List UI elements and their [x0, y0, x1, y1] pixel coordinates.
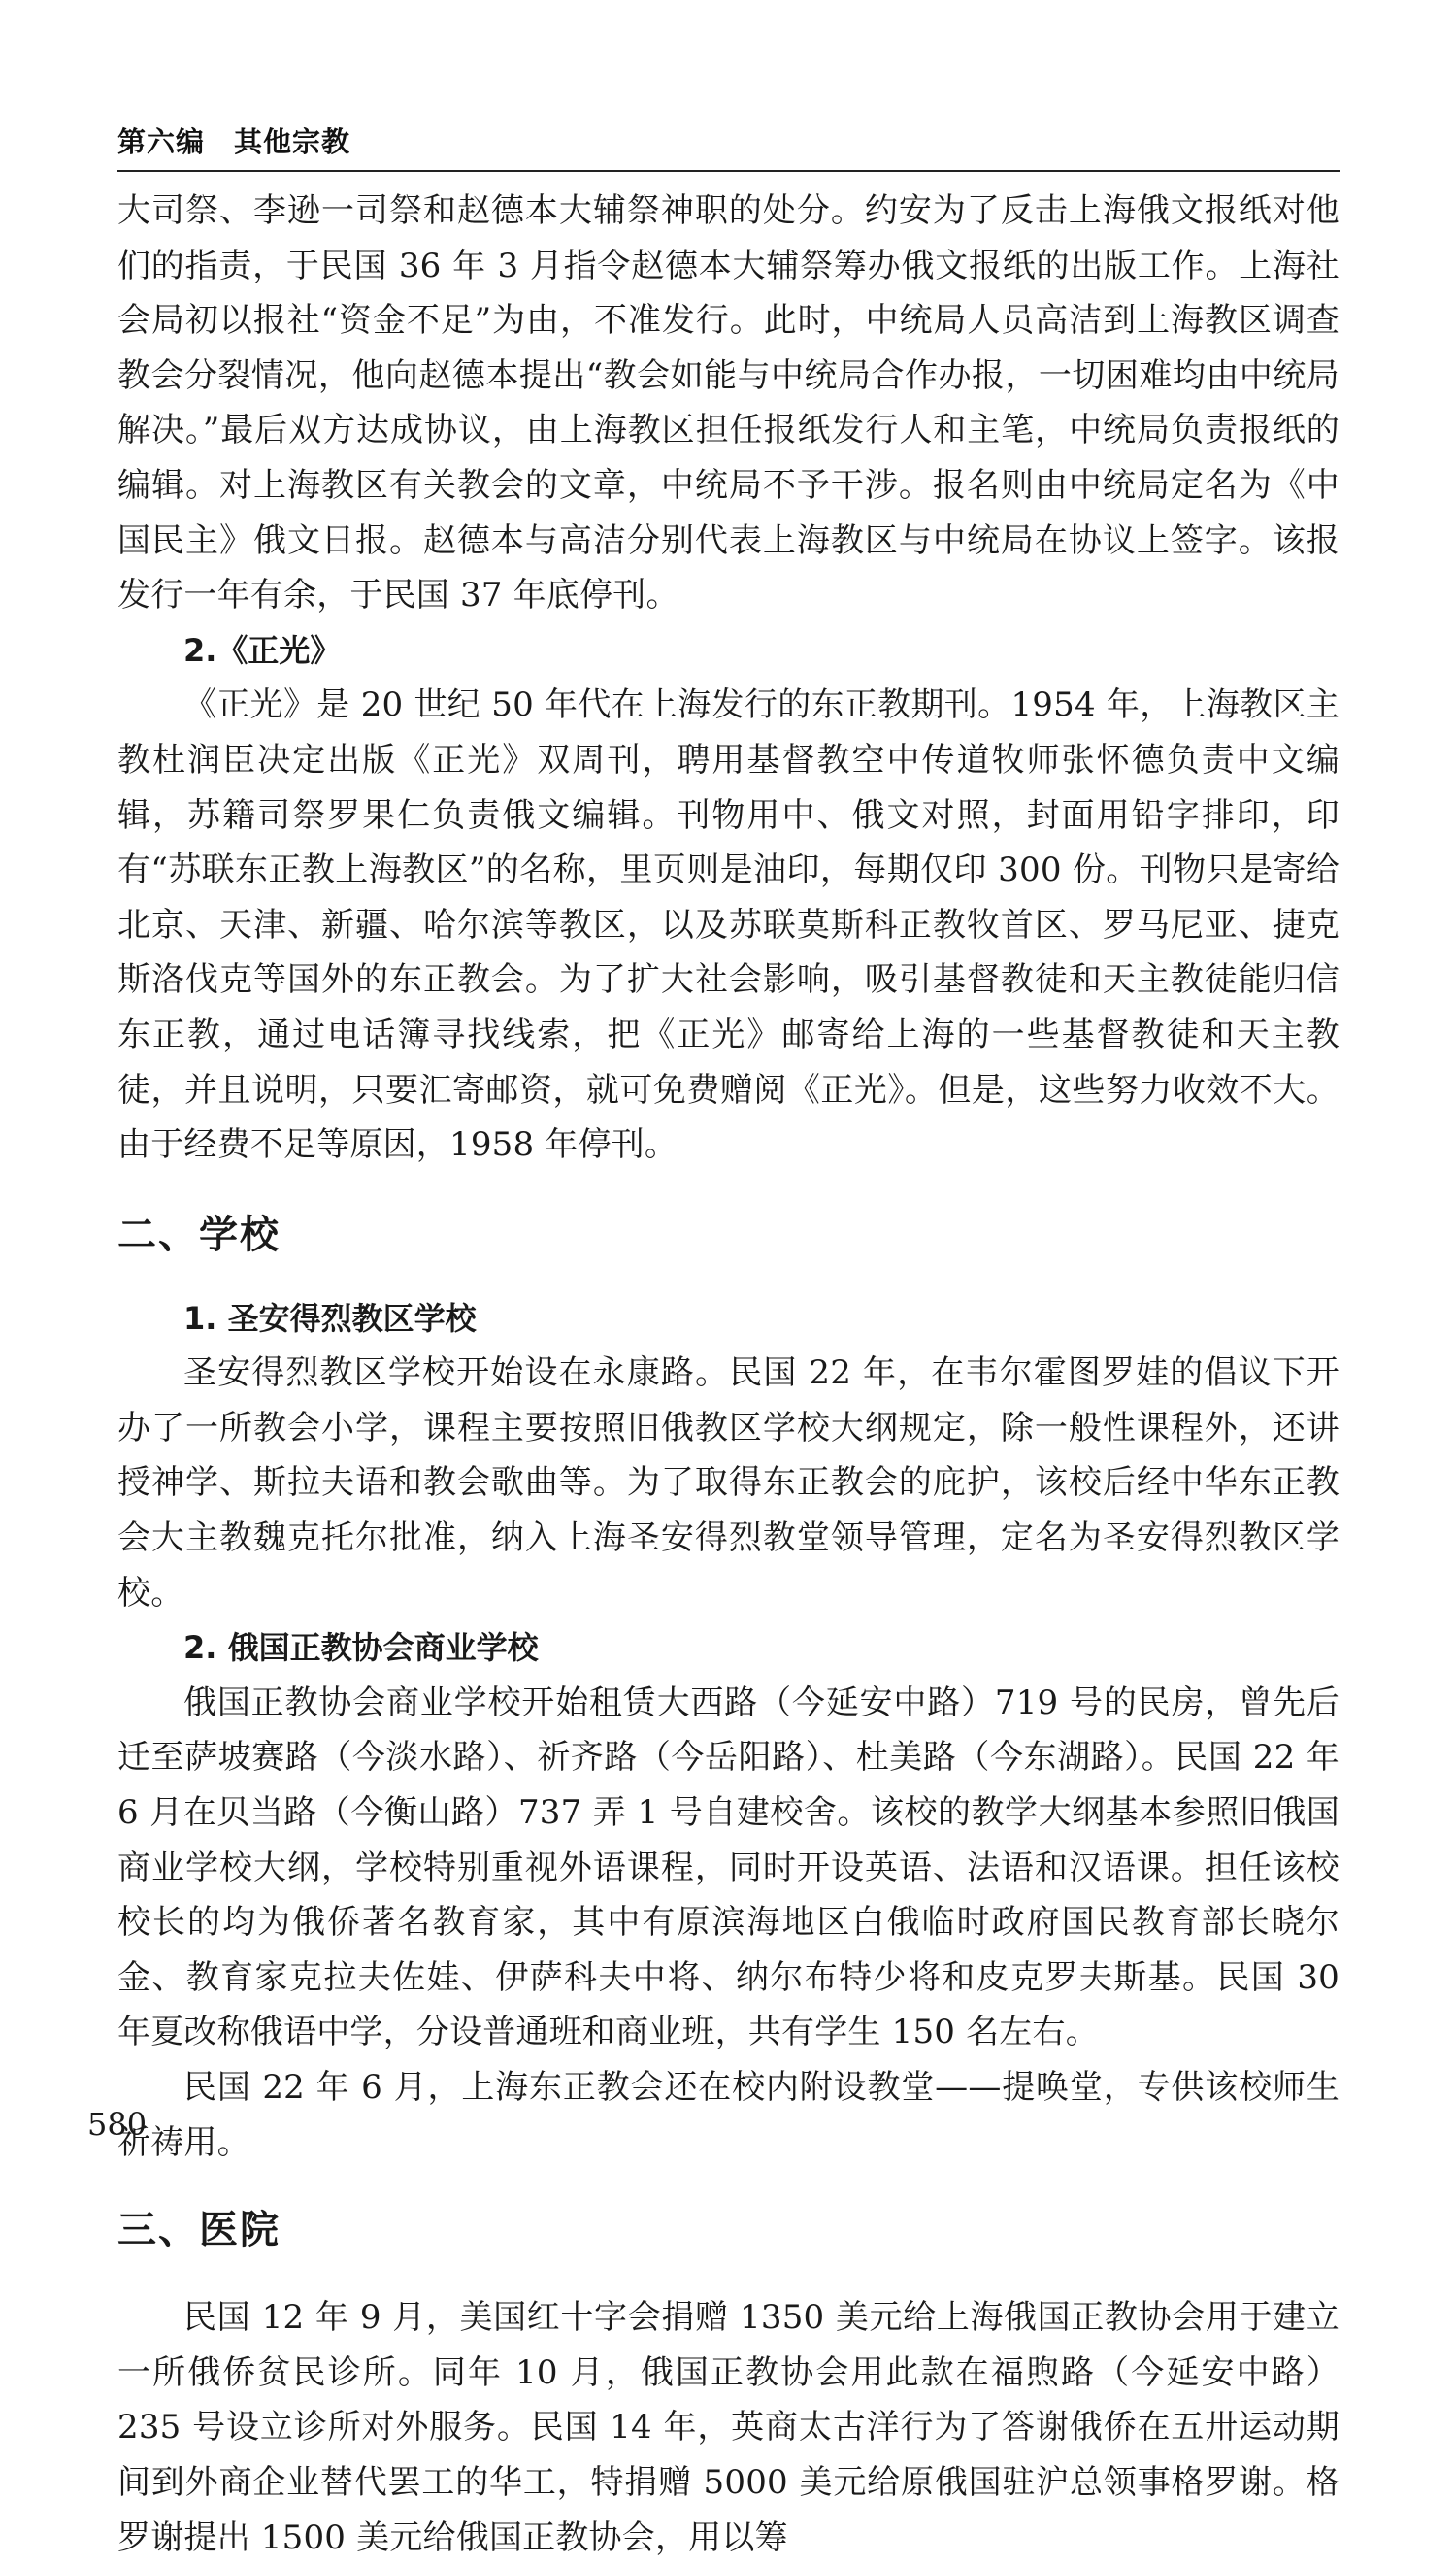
subheading-school-1: 1. 圣安得烈教区学校 — [183, 1299, 477, 1337]
part-label: 第六编 — [117, 125, 206, 158]
section-heading-schools: 二、学校 — [117, 1212, 281, 1257]
paragraph-school-2b: 民国 22 年 6 月，上海东正教会还在校内附设教堂——提唤堂，专供该校师生祈祷用。 — [117, 2068, 1340, 2162]
paragraph-school-1: 圣安得烈教区学校开始设在永康路。民国 22 年，在韦尔霍图罗娃的倡议下开办了一所教会小学，课程主要按照旧俄教区学校大纲规定，除一般性课程外，还讲授神学、斯拉夫语和教会歌曲等。为了取得东正教会的庇护，该校后经中华东正教会大主教魏克托尔批准，纳入上海圣安得烈教堂领导管理，定名为圣安得烈教区学校。 — [117, 1353, 1340, 1613]
header-rule — [117, 170, 1340, 172]
part-title: 其他宗教 — [234, 125, 351, 158]
section-heading-hospital: 三、医院 — [117, 2208, 281, 2253]
subheading-school-2: 2. 俄国正教协会商业学校 — [183, 1629, 539, 1667]
paragraph-hospital: 民国 12 年 9 月，美国红十字会捐赠 1350 美元给上海俄国正教协会用于建立一所俄侨贫民诊所。同年 10 月，俄国正教协会用此款在福煦路（今延安中路）235 号设立诊所对外服务。民国 14 年，英商太古洋行为了答谢俄侨在五卅运动期间到外商企业替代罢工的华工，特捐赠 5000 美元给原俄国驻沪总领事格罗谢。格罗谢提出 1500 美元给俄国正教协会，用以筹 — [117, 2298, 1340, 2557]
subheading-zhengguang: 2.《正光》 — [183, 631, 342, 669]
paragraph-zhengguang: 《正光》是 20 世纪 50 年代在上海发行的东正教期刊。1954 年，上海教区主教杜润臣决定出版《正光》双周刊，聘用基督教空中传道牧师张怀德负责中文编辑，苏籍司祭罗果仁负责俄文编辑。刊物用中、俄文对照，封面用铅字排印，印有“苏联东正教上海教区”的名称，里页则是油印，每期仅印 300 份。刊物只是寄给北京、天津、新疆、哈尔滨等教区，以及苏联莫斯科正教牧首区、罗马尼亚、捷克斯洛伐克等国外的东正教会。为了扩大社会影响，吸引基督教徒和天主教徒能归信东正教，通过电话簿寻找线索，把《正光》邮寄给上海的一些基督教徒和天主教徒，并且说明，只要汇寄邮资，就可免费赠阅《正光》。但是，这些努力收效不大。由于经费不足等原因，1958 年停刊。 — [117, 685, 1340, 1165]
running-header — [117, 0, 1340, 166]
paragraph-school-2a: 俄国正教协会商业学校开始租赁大西路（今延安中路）719 号的民房，曾先后迁至萨坡赛路（今淡水路）、祈齐路（今岳阳路）、杜美路（今东湖路）。民国 22 年 6 月在贝当路（今衡山路）737 弄 1 号自建校舍。该校的教学大纲基本参照旧俄国商业学校大纲，学校特别重视外语课程，同时开设英语、法语和汉语课。担任该校校长的均为俄侨著名教育家，其中有原滨海地区白俄临时政府国民教育部长晓尔金、教育家克拉夫佐娃、伊萨科夫中将、纳尔布特少将和皮克罗夫斯基。民国 30 年夏改称俄语中学，分设普通班和商业班，共有学生 150 名左右。 — [117, 1682, 1340, 2052]
page-body — [117, 183, 1340, 2565]
paragraph-intro: 大司祭、李逊一司祭和赵德本大辅祭神职的处分。约安为了反击上海俄文报纸对他们的指责，于民国 36 年 3 月指令赵德本大辅祭筹办俄文报纸的出版工作。上海社会局初以报社“资金不足”为由，不准发行。此时，中统局人员高洁到上海教区调查教会分裂情况，他向赵德本提出“教会如能与中统局合作办报，一切困难均由中统局解决。”最后双方达成协议，由上海教区担任报纸发行人和主笔，中统局负责报纸的编辑。对上海教区有关教会的文章，中统局不予干涉。报名则由中统局定名为《中国民主》俄文日报。赵德本与高洁分别代表上海教区与中统局在协议上签字。该报发行一年有余，于民国 37 年底停刊。 — [117, 191, 1340, 616]
page-number: 580 — [87, 2106, 148, 2143]
